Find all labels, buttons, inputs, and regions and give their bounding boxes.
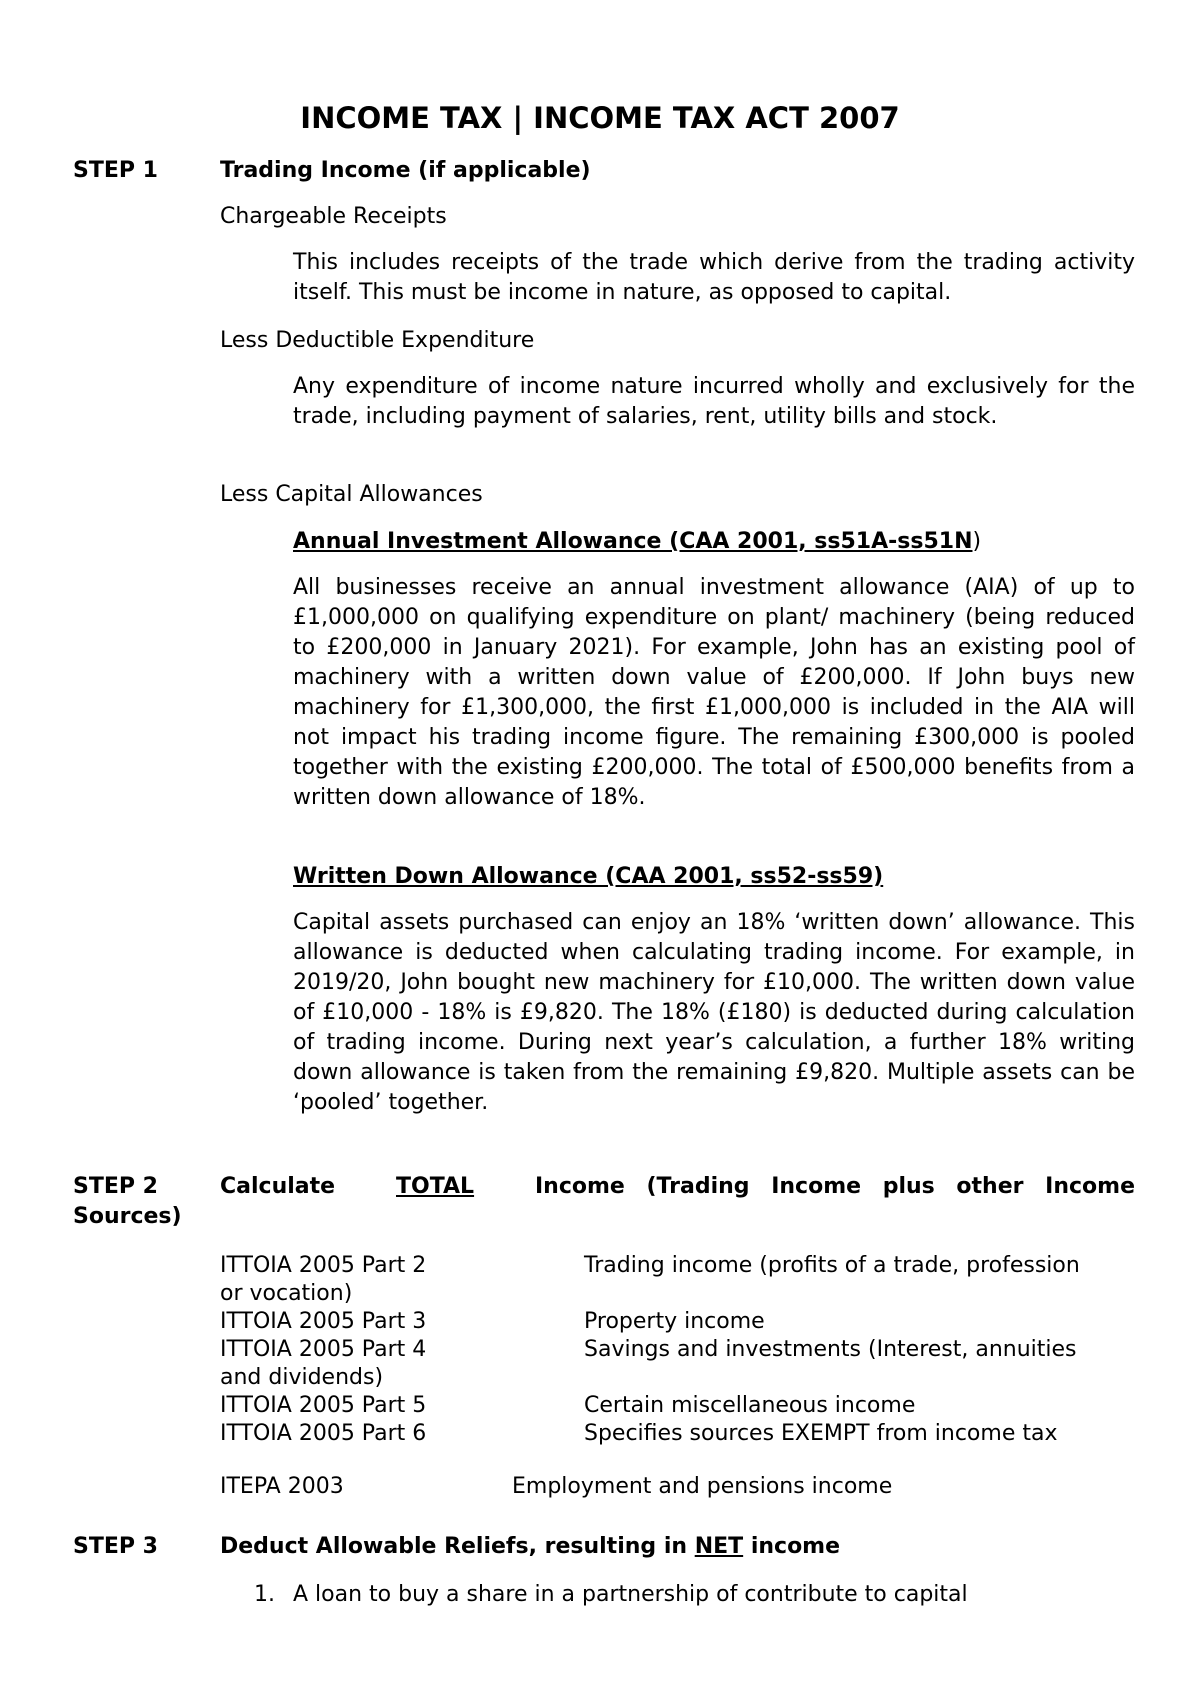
step-3-heading: [220, 1532, 840, 1562]
source-row-wrap: [0, 1364, 1200, 1392]
source-ref: ITTOIA 2005 Part 3: [220, 1309, 427, 1334]
source-ref: ITTOIA 2005 Part 5: [220, 1393, 427, 1418]
source-desc: Certain miscellaneous income: [584, 1393, 916, 1418]
step-2-heading-total: TOTAL: [396, 1174, 475, 1199]
source-ref: ITTOIA 2005 Part 2: [220, 1253, 427, 1278]
income-sources-list: [0, 1252, 1200, 1448]
deductible-expenditure-text: Any expenditure of income nature incurred wholly and exclusively for the trade, including payment of salaries, rent, utility bills and stock.: [293, 374, 1135, 429]
itepa-desc: Employment and pensions income: [512, 1474, 893, 1499]
step-2-heading-post: Income (Trading Income plus other Income: [535, 1174, 1135, 1199]
step-1-heading: Trading Income (if applicable): [220, 158, 591, 183]
aia-heading-close: ): [972, 529, 982, 554]
step-2-heading-wrap: Sources): [73, 1204, 182, 1229]
chargeable-receipts-heading: Chargeable Receipts: [220, 204, 447, 229]
page-title: INCOME TAX | INCOME TAX ACT 2007: [300, 101, 900, 135]
source-row-wrap: [0, 1280, 1200, 1308]
source-desc: Specifies sources EXEMPT from income tax: [584, 1421, 1058, 1446]
aia-heading: [293, 527, 981, 557]
step-3-heading-pre: Deduct Allowable Reliefs, resulting in: [220, 1534, 688, 1559]
source-row: [0, 1308, 1200, 1336]
step-3-heading-post: income: [750, 1534, 841, 1559]
source-row: [0, 1392, 1200, 1420]
source-desc: Savings and investments (Interest, annuities: [584, 1337, 1077, 1362]
source-row: [0, 1336, 1200, 1364]
source-desc-wrap: or vocation): [220, 1281, 353, 1306]
step-2-label: STEP 2: [73, 1174, 158, 1199]
relief-item-text: A loan to buy a share in a partnership of contribute to capital: [293, 1582, 968, 1607]
wda-heading: Written Down Allowance (CAA 2001, ss52-ss59): [293, 864, 884, 889]
deductible-expenditure-heading: Less Deductible Expenditure: [220, 328, 535, 353]
source-desc-wrap: and dividends): [220, 1365, 384, 1390]
source-desc: Property income: [584, 1309, 765, 1334]
step-3-label: STEP 3: [73, 1534, 158, 1559]
wda-text: Capital assets purchased can enjoy an 18% ‘written down’ allowance. This allowance is deducted when calculating trading income. For example, in 2019/20, John bought new machinery for £10,000. The written down value of £10,000 - 18% is £9,820. The 18% (£180) is deducted during calculation of trading income. During next year’s calculation, a further 18% writing down allowance is taken from the remaining £9,820. Multiple assets can be ‘pooled’ together.: [293, 910, 1135, 1115]
step-1-label: STEP 1: [73, 158, 158, 183]
source-ref: ITTOIA 2005 Part 6: [220, 1421, 427, 1446]
source-row: [0, 1252, 1200, 1280]
step-2-heading: [220, 1172, 1135, 1202]
source-row: [0, 1420, 1200, 1448]
chargeable-receipts-text: This includes receipts of the trade which derive from the trading activity itself. This must be income in nature, as opposed to capital.: [293, 250, 1135, 305]
itepa-ref: ITEPA 2003: [220, 1474, 344, 1499]
step-3-heading-net: NET: [694, 1534, 744, 1559]
relief-item-number: 1.: [254, 1582, 275, 1607]
source-desc: Trading income (profits of a trade, profession: [584, 1253, 1080, 1278]
source-ref: ITTOIA 2005 Part 4: [220, 1337, 427, 1362]
aia-heading-text: Annual Investment Allowance (CAA 2001, ss51A-ss51N: [293, 529, 973, 554]
aia-text: All businesses receive an annual investment allowance (AIA) of up to £1,000,000 on qualifying expenditure on plant/ machinery (being reduced to £200,000 in January 2021). For example, John has an existing pool of machinery with a written down value of £200,000. If John buys new machinery for £1,300,000, the first £1,000,000 is included in the AIA will not impact his trading income figure. The remaining £300,000 is pooled together with the existing £200,000. The total of £500,000 benefits from a written down allowance of 18%.: [293, 575, 1135, 810]
capital-allowances-heading: Less Capital Allowances: [220, 482, 483, 507]
step-2-heading-pre: Calculate: [220, 1174, 336, 1199]
